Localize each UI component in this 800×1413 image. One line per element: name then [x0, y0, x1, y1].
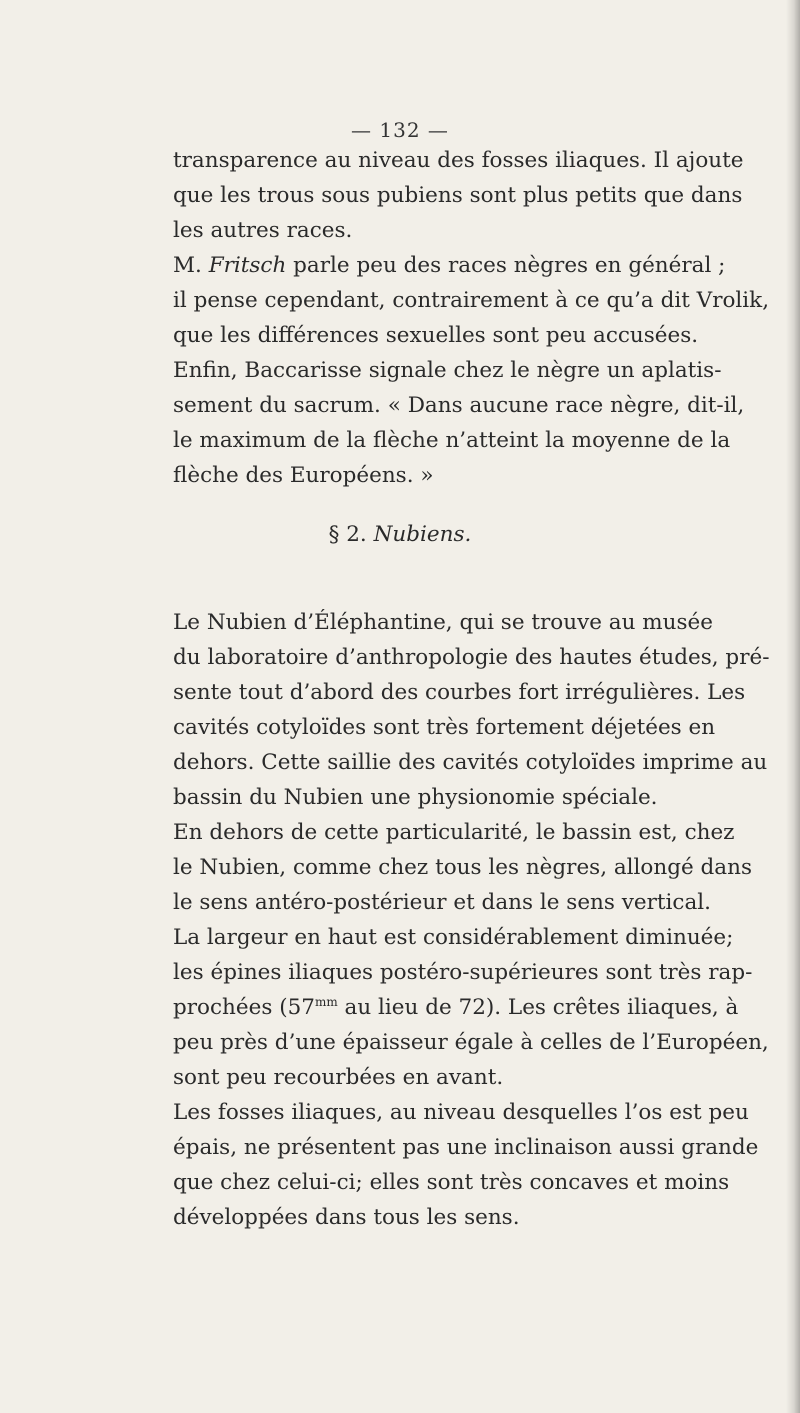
text-block-bottom: [143, 605, 770, 1235]
text-fragment: parle peu des races nègres en général ;: [286, 253, 726, 278]
text-line: du laboratoire d’anthropologie des hautes études, pré-: [173, 645, 770, 670]
text-line: que les trous sous pubiens sont plus petits que dans: [173, 183, 743, 208]
text-line: dehors. Cette saillie des cavités cotyloïdes imprime au: [173, 750, 768, 775]
text-line: le Nubien, comme chez tous les nègres, allongé dans: [173, 855, 753, 880]
text-line: les épines iliaques postéro-supérieures sont très rap-: [173, 960, 753, 985]
paragraph: [143, 1095, 759, 1235]
paragraph: [143, 815, 753, 920]
text-line: le maximum de la flèche n’atteint la moyenne de la: [173, 428, 731, 453]
page-edge-shadow: [786, 0, 800, 1413]
section-number: § 2.: [328, 522, 367, 547]
text-fragment: prochées (57: [173, 995, 315, 1020]
author-name: Fritsch: [208, 253, 287, 278]
text-line: épais, ne présentent pas une inclinaison aussi grande: [173, 1135, 759, 1160]
text-line: sente tout d’abord des courbes fort irrégulières. Les: [173, 680, 746, 705]
text-line: bassin du Nubien une physionomie spéciale.: [173, 785, 658, 810]
text-line: [143, 248, 726, 283]
text-block-top: [143, 143, 770, 493]
section-heading: [0, 522, 800, 547]
text-line: le sens antéro-postérieur et dans le sens vertical.: [173, 890, 711, 915]
text-line: Enfin, Baccarisse signale chez le nègre un aplatis-: [173, 358, 722, 383]
text-line: Les fosses iliaques, au niveau desquelles l’os est peu: [173, 1100, 749, 1125]
text-line: transparence au niveau des fosses iliaques. Il ajoute: [173, 148, 744, 173]
unit-superscript: mm: [314, 994, 338, 1009]
text-line: que chez celui-ci; elles sont très concaves et moins: [173, 1170, 730, 1195]
text-line: peu près d’une épaisseur égale à celles de l’Européen,: [173, 1030, 769, 1055]
text-fragment: au lieu de 72). Les crêtes iliaques, à: [337, 995, 739, 1020]
text-line: développées dans tous les sens.: [173, 1205, 520, 1230]
paragraph: [143, 143, 744, 248]
section-title: Nubiens.: [373, 522, 472, 547]
text-line: La largeur en haut est considérablement diminuée;: [173, 925, 734, 950]
paragraph: [143, 353, 745, 493]
text-line: Le Nubien d’Éléphantine, qui se trouve au musée: [173, 610, 713, 635]
paragraph: [143, 605, 770, 815]
text-line: En dehors de cette particularité, le bassin est, chez: [173, 820, 735, 845]
page-number: — 132 —: [351, 118, 449, 142]
paragraph: [143, 920, 769, 1095]
text-fragment: M.: [173, 253, 209, 278]
paragraph: [143, 248, 770, 353]
text-line: il pense cependant, contrairement à ce qu’a dit Vrolik,: [173, 288, 770, 313]
text-line: que les différences sexuelles sont peu accusées.: [173, 323, 699, 348]
text-line: les autres races.: [173, 218, 353, 243]
text-line: [143, 990, 739, 1025]
text-line: sont peu recourbées en avant.: [173, 1065, 504, 1090]
text-line: cavités cotyloïdes sont très fortement déjetées en: [173, 715, 716, 740]
text-line: flèche des Européens. »: [173, 463, 434, 488]
text-line: sement du sacrum. « Dans aucune race nègre, dit-il,: [173, 393, 745, 418]
